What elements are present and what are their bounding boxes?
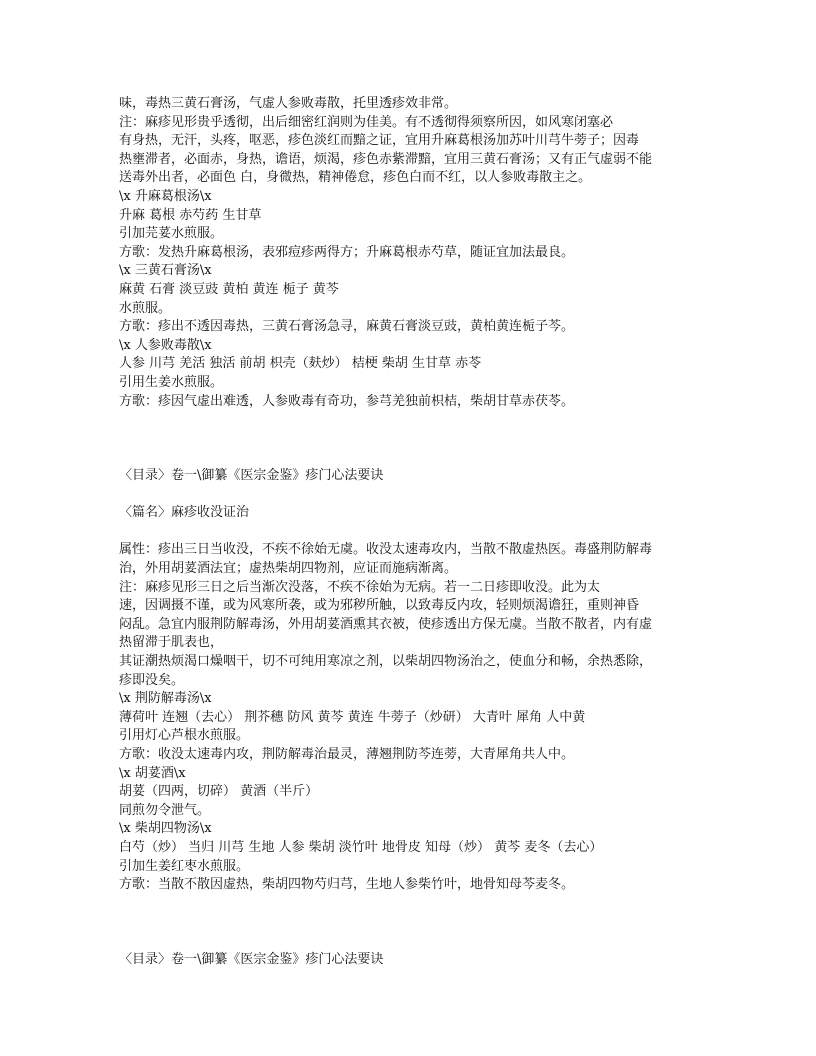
ingredients-line: 薄荷叶 连翘（去心） 荆芥穗 防风 黄芩 黄连 牛蒡子（炒研） 大青叶 犀角 人中黄 (119, 709, 586, 725)
ingredients-line: 白芍（炒） 当归 川芎 生地 人参 柴胡 淡竹叶 地骨皮 知母（炒） 黄芩 麦冬（去心） (119, 839, 603, 855)
verse-line: 方歌：疹出不透因毒热，三黄石膏汤急寻，麻黄石膏淡豆豉，黄柏黄连栀子芩。 (119, 319, 575, 335)
text-line: 水煎服。 (119, 300, 172, 316)
formula-heading: \x 升麻葛根汤\x (119, 188, 212, 204)
ingredients-line: 胡荽（四两，切碎） 黄酒（半斤） (119, 784, 319, 800)
section-shoumo (119, 467, 719, 895)
text-line: 疹即没矣。 (119, 672, 185, 688)
verse-line: 方歌：收没太速毒内攻，荆防解毒治最灵，薄翘荆防芩连蒡，大青犀角共人中。 (119, 747, 575, 762)
text-line: 速，因调摄不谨，或为风寒所袭，或为邪秽所触，以致毒反内攻，轻则烦渴谵狂，重则神昏 (119, 598, 640, 614)
formula-heading: \x 荆防解毒汤\x (119, 691, 212, 707)
formula-heading: \x 三黄石膏汤\x (119, 263, 212, 279)
text-line: 引加芫荽水煎服。 (119, 226, 224, 242)
text-line: 送毒外出者，必面色 白，身微热，精神倦怠，疹色白而不红，以人参败毒散主之。 (119, 170, 592, 186)
text-line: 注：麻疹见形贵乎透彻，出后细密红润则为佳美。有不透彻得须察所因，如风寒闭塞必 (119, 114, 614, 130)
text-line: 属性：疹出三日当收没，不疾不徐始无虞。收没太速毒攻内，当散不散虚热医。毒盛荆防解毒 (119, 542, 653, 558)
catalog-line: 〈目录〉卷一\御纂《医宗金鉴》疹门心法要诀 (119, 951, 384, 967)
section-continuation (119, 95, 719, 411)
text-line: 同煎勿令泄气。 (119, 802, 211, 818)
text-line: 其证潮热烦渴口燥咽干，切不可纯用寒凉之剂，以柴胡四物汤治之，使血分和畅，余热悉除， (119, 654, 653, 670)
text-line: 引用生姜水煎服。 (119, 374, 224, 390)
ingredients-line: 升麻 葛根 赤芍药 生甘草 (119, 207, 262, 223)
ingredients-line: 麻黄 石膏 淡豆豉 黄柏 黄连 栀子 黄芩 (119, 281, 339, 297)
section-next (119, 951, 719, 970)
text-line: 热壅滞者，必面赤，身热，谵语，烦渴，疹色赤紫滞黯，宜用三黄石膏汤；又有正气虚弱不能 (119, 151, 653, 167)
text-line: 味，毒热三黄石膏汤，气虚人参败毒散，托里透疹效非常。 (119, 96, 458, 111)
verse-line: 方歌：疹因气虚出难透，人参败毒有奇功，参芎羌独前枳桔，柴胡甘草赤茯苓。 (119, 393, 575, 409)
formula-heading: \x 胡荽酒\x (119, 765, 186, 781)
text-line: 引加生姜红枣水煎服。 (119, 858, 250, 874)
chapter-title: 〈篇名〉麻疹收没证治 (119, 505, 250, 521)
ingredients-line: 人参 川芎 羌活 独活 前胡 枳壳（麸炒） 桔梗 柴胡 生甘草 赤苓 (119, 356, 482, 372)
catalog-line: 〈目录〉卷一\御纂《医宗金鉴》疹门心法要诀 (119, 468, 384, 484)
formula-heading: \x 人参败毒散\x (119, 337, 212, 353)
text-line: 引用灯心芦根水煎服。 (119, 728, 250, 744)
text-line: 有身热，无汗，头疼，呕恶，疹色淡红而黯之证，宜用升麻葛根汤加苏叶川芎牛蒡子；因毒 (119, 133, 640, 149)
formula-heading: \x 柴胡四物汤\x (119, 821, 212, 837)
text-line: 热留滞于肌表也， (119, 635, 224, 651)
document-page (119, 95, 719, 969)
text-line: 注：麻疹见形三日之后当渐次没落，不疾不徐始为无病。若一二日疹即收没。此为太 (119, 579, 601, 595)
text-line: 闷乱。急宜内服荆防解毒汤，外用胡荽酒熏其衣被，使疹透出方保无虞。当散不散者，内有虚 (119, 616, 653, 632)
text-line: 治，外用胡荽酒法宜；虚热柴胡四物剂，应证而施病渐离。 (119, 561, 458, 577)
verse-line: 方歌：当散不散因虚热，柴胡四物芍归芎，生地人参柴竹叶，地骨知母芩麦冬。 (119, 877, 575, 893)
verse-line: 方歌：发热升麻葛根汤，表邪痘疹两得方；升麻葛根赤芍草，随证宜加法最良。 (119, 244, 575, 260)
